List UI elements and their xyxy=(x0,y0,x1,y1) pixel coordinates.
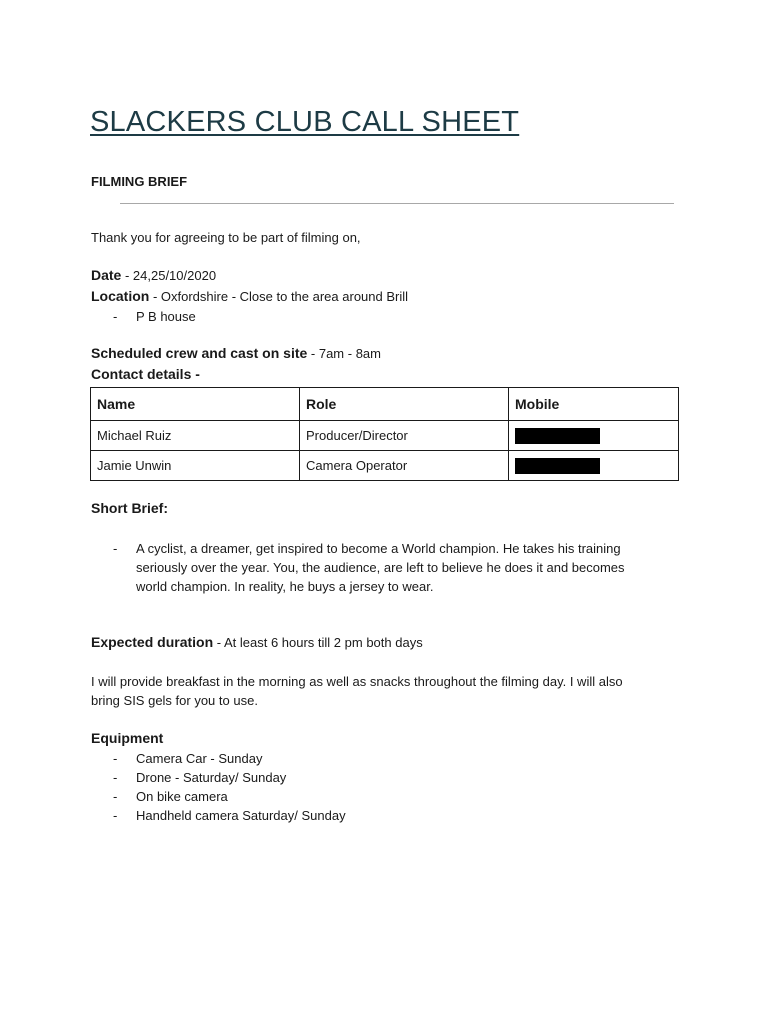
location-value: - Oxfordshire - Close to the area around Brill xyxy=(149,289,409,304)
table-row xyxy=(91,421,679,451)
scheduled-line xyxy=(91,344,381,363)
table-header-row xyxy=(91,388,679,421)
short-brief-heading: Short Brief: xyxy=(91,500,168,516)
table-row xyxy=(91,451,679,481)
equipment-heading: Equipment xyxy=(91,730,164,746)
bullet-dash: - xyxy=(113,751,118,766)
date-value: - 24,25/10/2020 xyxy=(121,268,217,283)
contacts-table xyxy=(90,387,679,481)
redacted-mobile xyxy=(515,428,600,444)
header-name: Name xyxy=(91,388,300,421)
cell-role: Camera Operator xyxy=(300,451,509,481)
horizontal-rule xyxy=(120,203,674,204)
bullet-dash: - xyxy=(113,309,118,324)
brief-line: world champion. In reality, he buys a jersey to wear. xyxy=(136,579,434,594)
cell-mobile xyxy=(509,421,679,451)
scheduled-value: - 7am - 8am xyxy=(307,346,381,361)
brief-line: A cyclist, a dreamer, get inspired to become a World champion. He takes his training xyxy=(136,541,621,556)
header-role: Role xyxy=(300,388,509,421)
document-title: SLACKERS CLUB CALL SHEET xyxy=(90,106,520,138)
section-subtitle: FILMING BRIEF xyxy=(91,174,188,189)
redacted-mobile xyxy=(515,458,600,474)
cell-role: Producer/Director xyxy=(300,421,509,451)
provisions-text xyxy=(91,672,623,710)
date-line xyxy=(91,266,216,285)
brief-line: seriously over the year. You, the audience, are left to believe he does it and becomes xyxy=(136,560,625,575)
provisions-line: bring SIS gels for you to use. xyxy=(91,693,258,708)
bullet-dash: - xyxy=(113,808,118,823)
scheduled-label: Scheduled crew and cast on site xyxy=(91,345,308,361)
provisions-line: I will provide breakfast in the morning as well as snacks throughout the filming day. I will also xyxy=(91,674,623,689)
duration-label: Expected duration xyxy=(91,634,214,650)
cell-name: Michael Ruiz xyxy=(91,421,300,451)
contact-label: Contact details xyxy=(91,366,192,382)
contact-line xyxy=(91,365,200,384)
header-mobile: Mobile xyxy=(509,388,679,421)
location-label: Location xyxy=(91,288,150,304)
date-label: Date xyxy=(91,267,122,283)
contact-dash: - xyxy=(191,366,200,382)
short-brief-text xyxy=(136,539,676,596)
bullet-dash: - xyxy=(113,541,118,556)
cell-mobile xyxy=(509,451,679,481)
location-sub-text: P B house xyxy=(136,309,196,324)
equipment-text: Camera Car - Sunday xyxy=(136,751,263,766)
intro-text: Thank you for agreeing to be part of filming on, xyxy=(91,230,361,245)
bullet-dash: - xyxy=(113,770,118,785)
equipment-text: Handheld camera Saturday/ Sunday xyxy=(136,808,346,823)
duration-line xyxy=(91,633,423,652)
equipment-text: Drone - Saturday/ Sunday xyxy=(136,770,287,785)
duration-value: - At least 6 hours till 2 pm both days xyxy=(213,635,423,650)
bullet-dash: - xyxy=(113,789,118,804)
equipment-text: On bike camera xyxy=(136,789,228,804)
cell-name: Jamie Unwin xyxy=(91,451,300,481)
location-line xyxy=(91,287,408,306)
